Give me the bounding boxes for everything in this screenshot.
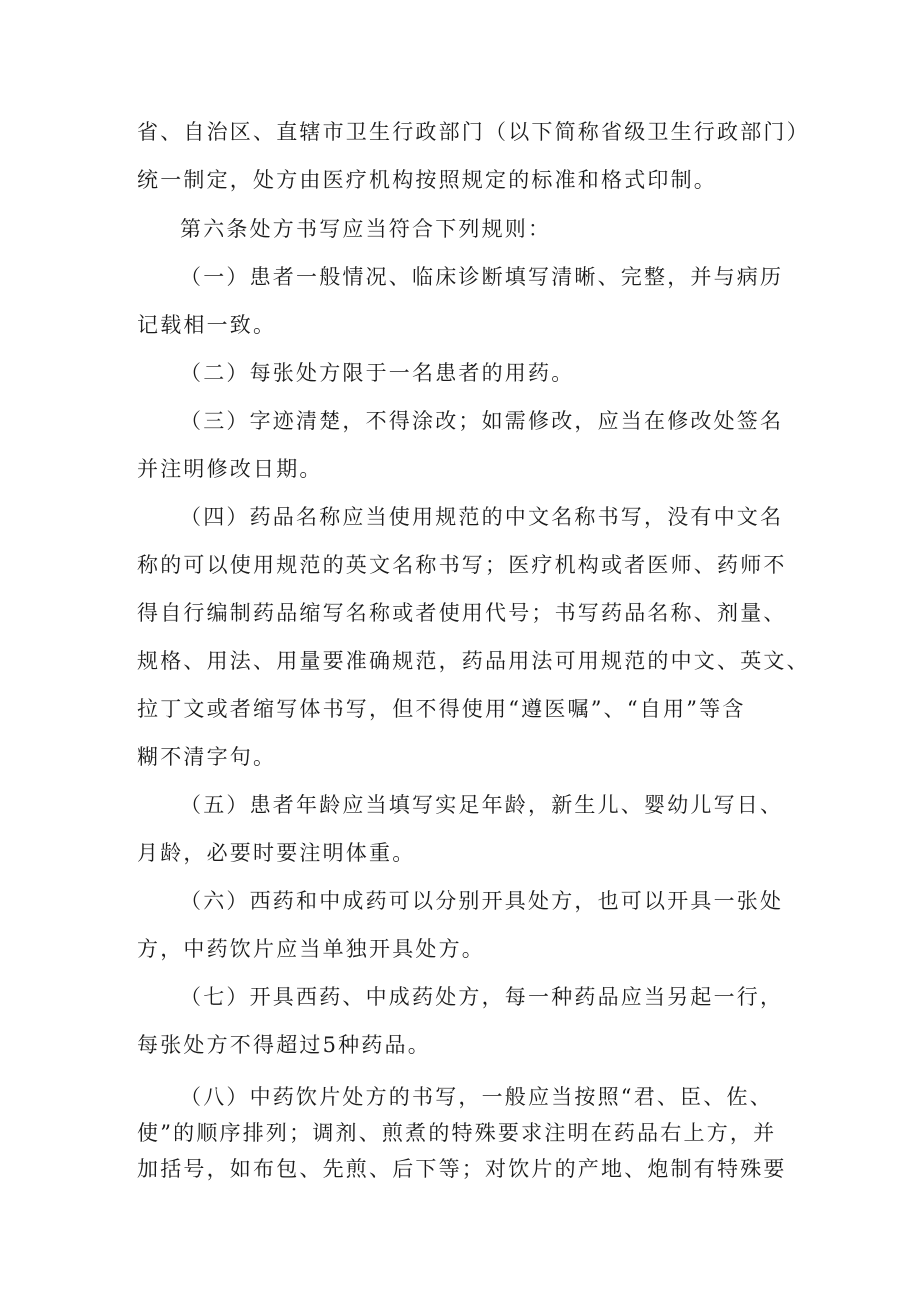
rule-1-line-1: （一）患者一般情况、临床诊断填写清晰、完整，并与病历 — [180, 265, 784, 289]
rule-5-line-1: （五）患者年龄应当填写实足年龄，新生儿、婴幼儿写日、 — [180, 793, 784, 817]
text-line-2: 统一制定，处方由医疗机构按照规定的标准和格式印制。 — [137, 168, 717, 192]
rule-7-line-1: （七）开具西药、中成药处方，每一种药品应当另起一行， — [180, 985, 784, 1009]
article-heading: 第六条处方书写应当符合下列规则： — [180, 217, 552, 241]
rule-6-line-2: 方，中药饮片应当单独开具处方。 — [137, 937, 485, 961]
rule-4-line-3: 得自行编制药品缩写名称或者使用代号；书写药品名称、剂量、 — [137, 601, 787, 625]
rule-6-line-1: （六）西药和中成药可以分别开具处方，也可以开具一张处 — [180, 889, 784, 913]
rule-8-line-2: 使”的顺序排列；调剂、煎煮的特殊要求注明在药品右上方，并 — [137, 1121, 777, 1145]
rule-1-line-2: 记载相一致。 — [137, 313, 277, 337]
rule-4-line-4: 规格、用法、用量要准确规范，药品用法可用规范的中文、英文、 — [137, 649, 810, 673]
rule-4-line-6: 糊不清字句。 — [137, 745, 277, 769]
rule-5-line-2: 月龄，必要时要注明体重。 — [137, 841, 416, 865]
rule-4-line-5: 拉丁文或者缩写体书写，但不得使用“遵医嘱”、“自用”等含 — [137, 697, 746, 721]
rule-4-line-1: （四）药品名称应当使用规范的中文名称书写，没有中文名 — [180, 505, 784, 529]
rule-8-line-1: （八）中药饮片处方的书写，一般应当按照“君、臣、佐、 — [180, 1085, 773, 1109]
rule-3-line-2: 并注明修改日期。 — [137, 457, 323, 481]
rule-7-line-2: 每张处方不得超过5种药品。 — [137, 1033, 431, 1057]
rule-2-line-1: （二）每张处方限于一名患者的用药。 — [180, 361, 575, 385]
rule-3-line-1: （三）字迹清楚，不得涂改；如需修改，应当在修改处签名 — [180, 409, 784, 433]
rule-8-line-3: 加括号，如布包、先煎、后下等；对饮片的产地、炮制有特殊要 — [137, 1157, 787, 1181]
text-line-1: 省、自治区、直辖市卫生行政部门（以下简称省级卫生行政部门） — [137, 120, 810, 144]
rule-4-line-2: 称的可以使用规范的英文名称书写；医疗机构或者医师、药师不 — [137, 553, 787, 577]
